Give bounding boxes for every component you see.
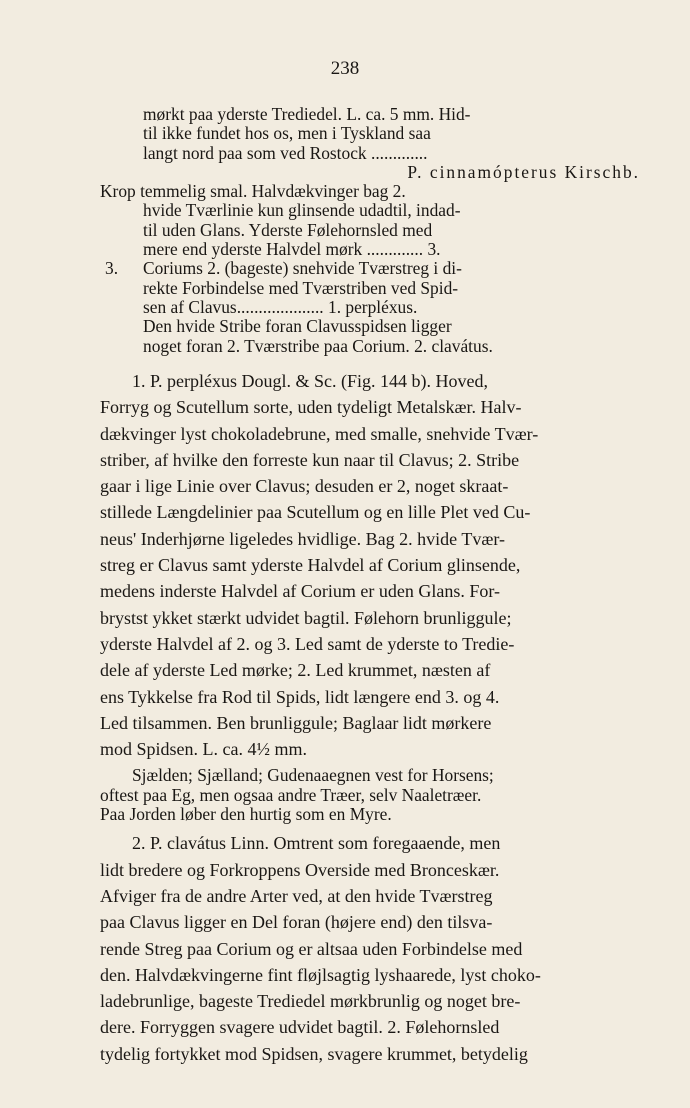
- key-line: rekte Forbindelse med Tværstriben ved Spid-: [143, 277, 459, 298]
- text-line: den. Halvdækvingerne fint fløjlsagtig lyshaarede, lyst choko-: [100, 964, 541, 985]
- key-line: Den hvide Stribe foran Clavusspidsen ligger: [143, 316, 452, 337]
- key-line: mørkt paa yderste Trediedel. L. ca. 5 mm. Hid-: [143, 104, 471, 124]
- key-line: hvide Tværlinie kun glinsende udadtil, indad-: [143, 200, 461, 221]
- key-couplet-3: [100, 259, 640, 278]
- text-line: rende Streg paa Corium og er altsaa uden Forbindelse med: [100, 938, 523, 959]
- key-line: noget foran 2. Tværstribe paa Corium. 2. clavátus.: [143, 335, 493, 356]
- key-line: langt nord paa som ved Rostock .............: [143, 142, 428, 163]
- text-line: paa Clavus ligger en Del foran (højere end) den tilsva-: [100, 912, 493, 933]
- text-line: 2. P. clavátus Linn. Omtrent som foregaaende, men: [132, 833, 501, 854]
- text-line: yderste Halvdel af 2. og 3. Led samt de yderste to Tredie-: [100, 633, 515, 654]
- paragraph-distribution: [100, 766, 632, 824]
- text-line: Paa Jorden løber den hurtig som en Myre.: [100, 804, 392, 825]
- text-line: Forryg og Scutellum sorte, uden tydeligt Metalskær. Halv-: [100, 397, 522, 418]
- page-number: 238: [330, 58, 360, 79]
- text-line: oftest paa Eg, men ogsaa andre Træer, selv Naaletræer.: [100, 784, 482, 805]
- text-line: Afviger fra de andre Arter ved, at den hvide Tværstreg: [100, 885, 493, 906]
- species-descriptions: [100, 368, 632, 1067]
- key-line: sen af Clavus.................... 1. perpléxus.: [143, 296, 418, 317]
- text-line: stillede Længdelinier paa Scutellum og en lille Plet ved Cu-: [100, 502, 531, 523]
- paragraph-clavatus: [100, 830, 632, 1067]
- text-line: neus' Inderhjørne ligeledes hvidlige. Bag 2. hvide Tvær-: [100, 528, 505, 549]
- text-line: streg er Clavus samt yderste Halvdel af Corium glinsende,: [100, 555, 521, 576]
- couplet-marker: 3.: [105, 258, 119, 279]
- text-line: brystst ykket stærkt udvidet bagtil. Følehorn brunliggule;: [100, 607, 512, 628]
- key-line: Coriums 2. (bageste) snehvide Tværstreg i di-: [143, 258, 462, 279]
- text-line: dele af yderste Led mørke; 2. Led krummet, næsten af: [100, 660, 491, 681]
- text-line: medens inderste Halvdel af Corium er uden Glans. For-: [100, 581, 501, 602]
- text-line: ladebrunlige, bageste Trediedel mørkbrunlig og noget bre-: [100, 991, 521, 1012]
- identification-key: [100, 105, 640, 356]
- key-line: Krop temmelig smal. Halvdækvinger bag 2.: [100, 181, 406, 202]
- text-line: lidt bredere og Forkroppens Overside med Bronceskær.: [100, 859, 500, 880]
- text-line: Sjælden; Sjælland; Gudenaaegnen vest for Horsens;: [132, 765, 494, 786]
- text-line: dækvinger lyst chokoladebrune, med smalle, snehvide Tvær-: [100, 423, 539, 444]
- text-line: tydelig fortykket mod Spidsen, svagere krummet, betydelig: [100, 1043, 528, 1064]
- paragraph-perplexus: [100, 368, 632, 762]
- text-line: dere. Forryggen svagere udvidet bagtil. 2. Følehornsled: [100, 1017, 500, 1038]
- key-line-species: P. cinnamópterus Kirschb.: [407, 161, 640, 182]
- text-line: Led tilsammen. Ben brunliggule; Baglaar lidt mørkere: [100, 712, 492, 733]
- text-line: 1. P. perpléxus Dougl. & Sc. (Fig. 144 b). Hoved,: [132, 371, 488, 391]
- key-line: til ikke fundet hos os, men i Tyskland saa: [143, 123, 431, 144]
- text-line: mod Spidsen. L. ca. 4½ mm.: [100, 739, 307, 760]
- key-line: til uden Glans. Yderste Følehornsled med: [143, 219, 433, 240]
- text-line: gaar i lige Linie over Clavus; desuden er 2, noget skraat-: [100, 476, 509, 497]
- text-line: striber, af hvilke den forreste kun naar til Clavus; 2. Stribe: [100, 449, 520, 470]
- key-line: mere end yderste Halvdel mørk ............. 3.: [143, 239, 441, 260]
- text-line: ens Tykkelse fra Rod til Spids, lidt længere end 3. og 4.: [100, 686, 500, 707]
